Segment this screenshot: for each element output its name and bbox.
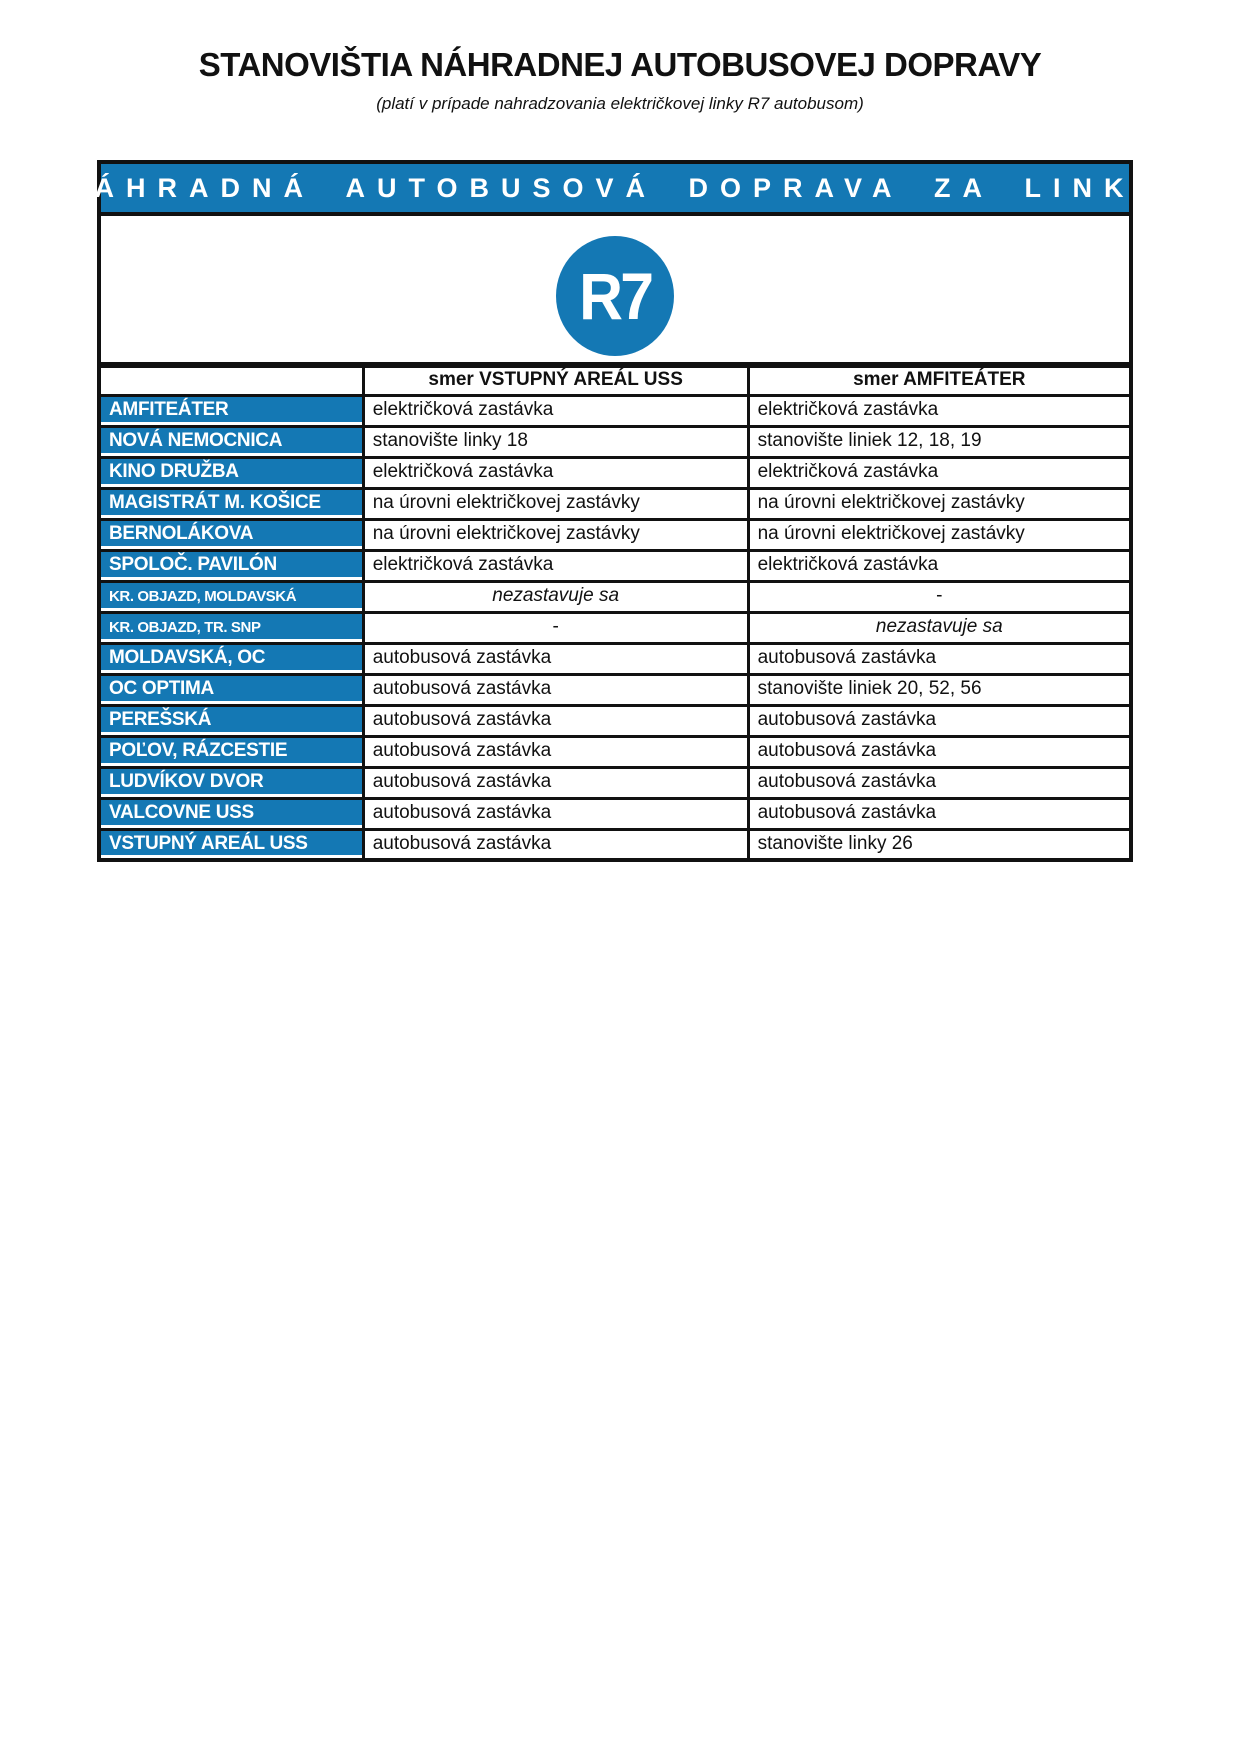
table-row [99, 736, 1131, 767]
direction-cell-1: - [363, 612, 748, 643]
direction-cell-2: autobusová zastávka [748, 767, 1131, 798]
stop-label: MOLDAVSKÁ, OC [99, 643, 363, 674]
stop-label: BERNOLÁKOVA [99, 519, 363, 550]
table-row [99, 612, 1131, 643]
line-badge-label: R7 [578, 259, 652, 333]
direction-cell-1: autobusová zastávka [363, 798, 748, 829]
stop-label: KR. OBJAZD, TR. SNP [99, 612, 363, 643]
table-row [99, 643, 1131, 674]
stop-label: POĽOV, RÁZCESTIE [99, 736, 363, 767]
line-r7-badge-icon [556, 236, 674, 356]
direction-cell-2: autobusová zastávka [748, 736, 1131, 767]
stop-label: MAGISTRÁT M. KOŠICE [99, 488, 363, 519]
direction-cell-2: stanovište linky 26 [748, 829, 1131, 860]
direction-cell-2: autobusová zastávka [748, 798, 1131, 829]
direction-cell-2: električková zastávka [748, 395, 1131, 426]
stop-label: NOVÁ NEMOCNICA [99, 426, 363, 457]
stop-label: SPOLOČ. PAVILÓN [99, 550, 363, 581]
banner-label: NÁHRADNÁ AUTOBUSOVÁ DOPRAVA ZA LINKU [63, 172, 1167, 203]
direction-cell-1: na úrovni električkovej zastávky [363, 488, 748, 519]
line-logo-box [97, 216, 1133, 362]
stop-label: VALCOVNE USS [99, 798, 363, 829]
direction-cell-1: autobusová zastávka [363, 767, 748, 798]
direction-cell-1: električková zastávka [363, 550, 748, 581]
table-row [99, 457, 1131, 488]
direction-cell-1: električková zastávka [363, 395, 748, 426]
stop-label: KR. OBJAZD, MOLDAVSKÁ [99, 581, 363, 612]
direction-cell-1: električková zastávka [363, 457, 748, 488]
replacement-service-banner [63, 160, 1167, 216]
page-title: STANOVIŠTIA NÁHRADNEJ AUTOBUSOVEJ DOPRAVY [198, 46, 1042, 83]
table-header-row [99, 365, 1131, 395]
direction-cell-1: autobusová zastávka [363, 736, 748, 767]
direction-cell-2: autobusová zastávka [748, 705, 1131, 736]
table-row [99, 550, 1131, 581]
table-row [99, 705, 1131, 736]
direction-cell-2: na úrovni električkovej zastávky [748, 519, 1131, 550]
table-row [99, 829, 1131, 860]
direction-cell-2: stanovište liniek 20, 52, 56 [748, 674, 1131, 705]
direction-cell-1: autobusová zastávka [363, 829, 748, 860]
direction-cell-1: na úrovni električkovej zastávky [363, 519, 748, 550]
direction-cell-1: nezastavuje sa [363, 581, 748, 612]
table-row [99, 488, 1131, 519]
stop-label: PEREŠSKÁ [99, 705, 363, 736]
table-row [99, 798, 1131, 829]
stop-label: AMFITEÁTER [99, 395, 363, 426]
direction-cell-1: autobusová zastávka [363, 674, 748, 705]
stop-label: KINO DRUŽBA [99, 457, 363, 488]
direction-cell-2: na úrovni električkovej zastávky [748, 488, 1131, 519]
table-row [99, 519, 1131, 550]
stop-label: VSTUPNÝ AREÁL USS [99, 829, 363, 860]
direction-cell-1: stanovište linky 18 [363, 426, 748, 457]
notice-body [63, 160, 1167, 862]
table-row [99, 395, 1131, 426]
table-row [99, 581, 1131, 612]
column-header-stop [99, 365, 363, 395]
direction-cell-1: autobusová zastávka [363, 643, 748, 674]
stop-label: LUDVÍKOV DVOR [99, 767, 363, 798]
stops-table [97, 362, 1133, 862]
direction-cell-2: autobusová zastávka [748, 643, 1131, 674]
table-row [99, 426, 1131, 457]
table-row [99, 674, 1131, 705]
direction-cell-1: autobusová zastávka [363, 705, 748, 736]
column-header-direction-vstupny-areal-uss: smer VSTUPNÝ AREÁL USS [363, 365, 748, 395]
table-row [99, 767, 1131, 798]
direction-cell-2: električková zastávka [748, 550, 1131, 581]
direction-cell-2: električková zastávka [748, 457, 1131, 488]
column-header-direction-amfiteater: smer AMFITEÁTER [748, 365, 1131, 395]
direction-cell-2: - [748, 581, 1131, 612]
stop-label: OC OPTIMA [99, 674, 363, 705]
direction-cell-2: stanovište liniek 12, 18, 19 [748, 426, 1131, 457]
page-subtitle: (platí v prípade nahradzovania električkovej linky R7 autobusom) [376, 94, 864, 113]
direction-cell-2: nezastavuje sa [748, 612, 1131, 643]
